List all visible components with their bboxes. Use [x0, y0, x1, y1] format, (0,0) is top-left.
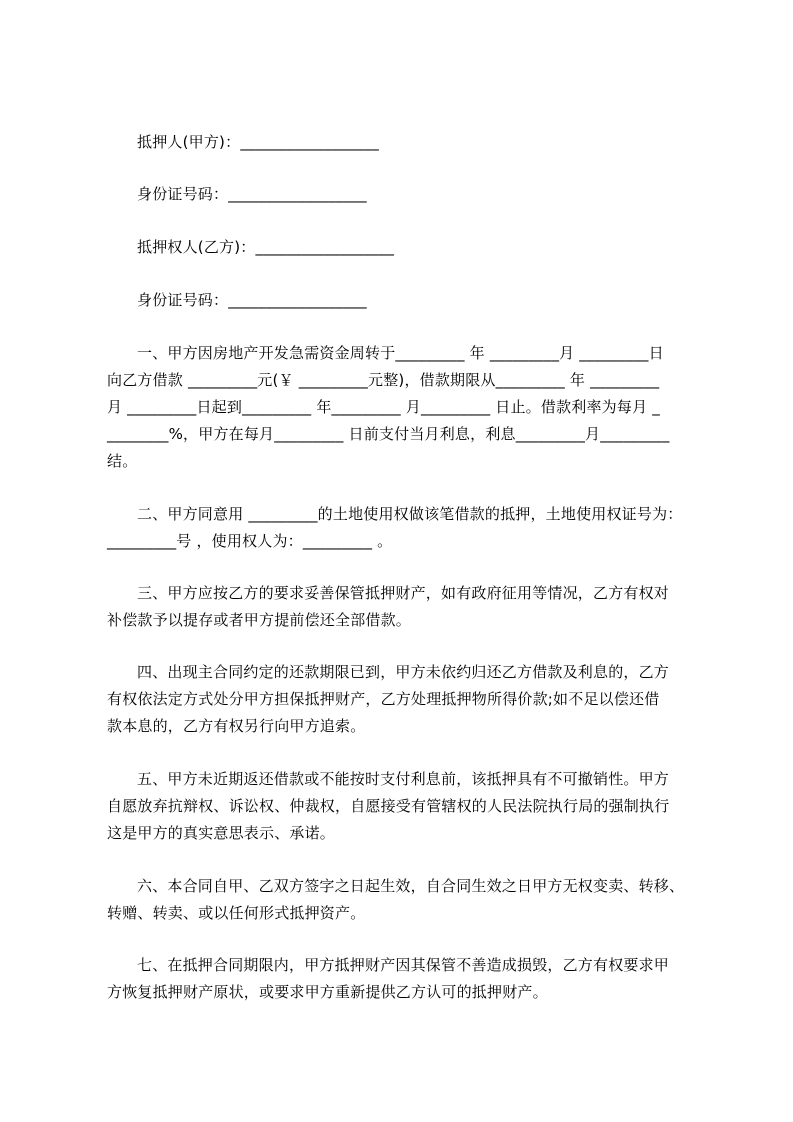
clause-2-line-2: _________号 ，使用权人为：_________ 。	[107, 532, 393, 550]
mortgagor-blank: __________________	[240, 133, 379, 151]
clause-2-line-1: 二、甲方同意用 _________的土地使用权做该笔借款的抵押，土地使用权证号为：	[137, 505, 683, 523]
clause-4-line-1: 四、出现主合同约定的还款期限已到，甲方未依约归还乙方借款及利息的，乙方	[137, 663, 670, 681]
mortgagee-label: 抵押权人(乙方)：	[137, 238, 256, 256]
mortgagor-id-field	[137, 184, 737, 204]
clause-3-line-2: 补偿款予以提存或者甲方提前偿还全部借款。	[107, 611, 412, 629]
mortgagee-field	[137, 237, 737, 257]
clause-1-line-5: 结。	[107, 452, 138, 470]
clause-1-line-1: 一、甲方因房地产开发急需资金周转于_________ 年 _________月 _________日	[137, 344, 664, 362]
clause-5-line-3: 这是甲方的真实意思表示、承诺。	[107, 824, 336, 842]
clause-5-line-1: 五、甲方未近期返还借款或不能按时支付利息前，该抵押具有不可撤销性。甲方	[137, 770, 670, 788]
clause-3-line-1: 三、甲方应按乙方的要求妥善保管抵押财产，如有政府征用等情况，乙方有权对	[137, 584, 670, 602]
mortgagee-id-blank: __________________	[228, 291, 367, 309]
mortgagor-label: 抵押人(甲方)：	[137, 133, 241, 151]
clause-7-line-1: 七、在抵押合同期限内，甲方抵押财产因其保管不善造成损毁，乙方有权要求甲	[137, 956, 670, 974]
mortgagee-id-field	[137, 290, 737, 310]
clause-1-line-3: 月 _________日起到_________ 年_________ 月_________ 日止。借款利率为每月 _	[107, 398, 660, 416]
clause-6-line-2: 转赠、转卖、或以任何形式抵押资产。	[107, 904, 366, 922]
clause-1-line-2: 向乙方借款 _________元(￥ _________元整)，借款期限从_________ 年 _________	[107, 371, 660, 389]
clause-7-line-2: 方恢复抵押财产原状，或要求甲方重新提供乙方认可的抵押财产。	[107, 983, 548, 1001]
clause-4-line-3: 款本息的，乙方有权另行向甲方追索。	[107, 717, 366, 735]
mortgagor-id-blank: __________________	[228, 185, 367, 203]
mortgagor-id-label: 身份证号码：	[137, 185, 229, 203]
mortgagor-field	[137, 132, 737, 152]
mortgagee-id-label: 身份证号码：	[137, 291, 229, 309]
clause-4-line-2: 有权依法定方式处分甲方担保抵押财产，乙方处理抵押物所得价款;如不足以偿还借	[107, 690, 660, 708]
clause-1-line-4: ________%，甲方在每月_________ 日前支付当月利息，利息_________月_________	[107, 425, 670, 443]
clause-6-line-1: 六、本合同自甲、乙双方签字之日起生效，自合同生效之日甲方无权变卖、转移、	[137, 877, 685, 895]
mortgagee-blank: __________________	[255, 238, 395, 256]
clause-5-line-2: 自愿放弃抗辩权、诉讼权、仲裁权，自愿接受有管辖权的人民法院执行局的强制执行	[107, 797, 670, 815]
